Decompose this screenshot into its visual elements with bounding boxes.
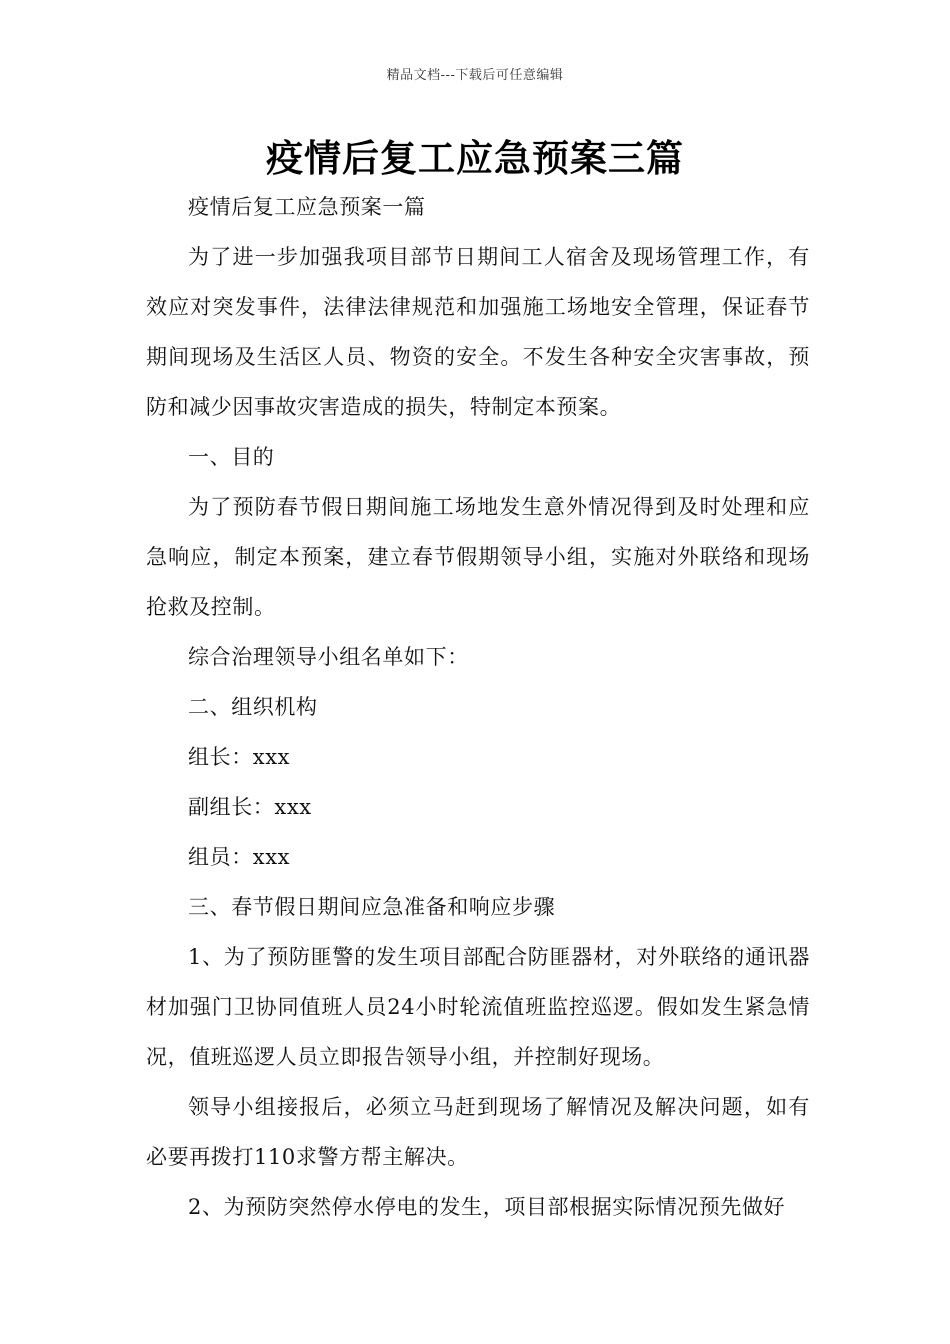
section-heading-purpose: 一、目的 bbox=[188, 445, 275, 469]
response-step-1-followup: 领导小组接报后，必须立马赶到现场了解情况及解决问题，如有必要再拨打110求警方帮主解决。 bbox=[146, 1095, 810, 1169]
team-members-line: 组员：xxx bbox=[188, 845, 291, 869]
response-step-1: 1、为了预防匪警的发生项目部配合防匪器材，对外联络的通讯器材加强门卫协同值班人员24小时轮流值班监控巡逻。假如发生紧急情况，值班巡逻人员立即报告领导小组，并控制好现场。 bbox=[146, 945, 810, 1069]
leader-list-intro: 综合治理领导小组名单如下： bbox=[188, 645, 469, 669]
intro-paragraph: 为了进一步加强我项目部节日期间工人宿舍及现场管理工作，有效应对突发事件，法律法律规范和加强施工场地安全管理，保证春节期间现场及生活区人员、物资的安全。不发生各种安全灾害事故，预防和减少因事故灾害造成的损失，特制定本预案。 bbox=[146, 245, 810, 419]
response-step-2: 2、为预防突然停水停电的发生，项目部根据实际情况预先做好 bbox=[188, 1195, 786, 1219]
document-title: 疫情后复工应急预案三篇 bbox=[266, 136, 684, 180]
deputy-leader-line: 副组长：xxx bbox=[188, 795, 312, 819]
section-heading-organization: 二、组织机构 bbox=[188, 695, 318, 719]
purpose-paragraph: 为了预防春节假日期间施工场地发生意外情况得到及时处理和应急响应，制定本预案，建立春节假期领导小组，实施对外联络和现场抢救及控制。 bbox=[146, 495, 810, 619]
section-subtitle: 疫情后复工应急预案一篇 bbox=[188, 195, 426, 219]
team-leader-line: 组长：xxx bbox=[188, 745, 291, 769]
section-heading-response: 三、春节假日期间应急准备和响应步骤 bbox=[188, 895, 556, 919]
header-note: 精品文档---下载后可任意编辑 bbox=[386, 68, 564, 83]
document-body bbox=[146, 182, 810, 1232]
